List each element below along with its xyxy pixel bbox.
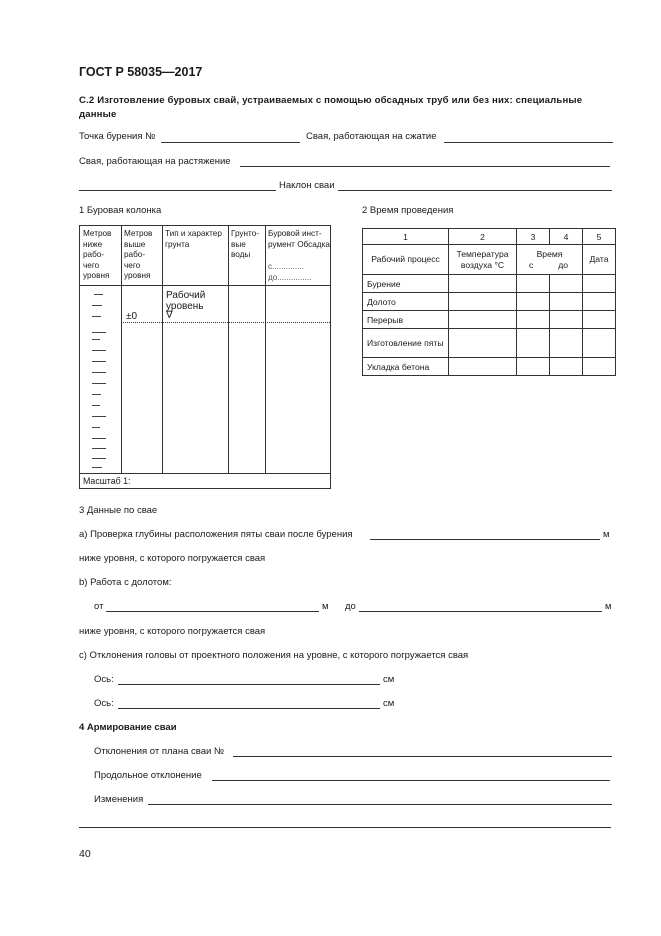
reinforcement-title: 4 Армирование сваи	[79, 722, 177, 733]
scale-tick	[92, 350, 106, 351]
cell[interactable]	[449, 293, 517, 311]
compression-pile-label: Свая, работающая на сжатие	[306, 131, 437, 142]
table-row	[363, 311, 616, 329]
table-row	[363, 293, 616, 311]
scale-tick	[92, 405, 100, 406]
axis-2-unit: см	[383, 698, 395, 709]
scale-tick	[92, 339, 100, 340]
cell[interactable]	[583, 275, 616, 293]
table-row	[363, 329, 616, 358]
item-b-to-field[interactable]	[359, 611, 602, 612]
longitudinal-label: Продольное отклонение	[94, 770, 202, 781]
tension-pile-label: Свая, работающая на растяжение	[79, 156, 231, 167]
scale-tick	[92, 372, 106, 373]
item-b-to-label: до	[345, 601, 356, 612]
header-meters-above: Метров выше рабо-чего уровня	[124, 229, 153, 280]
cell[interactable]	[449, 275, 517, 293]
scale-tick	[92, 416, 106, 417]
item-a-label: а) Проверка глубины расположения пяты сваи после бурения	[79, 529, 353, 540]
item-b-from-unit: м	[322, 601, 329, 612]
item-b-from-field[interactable]	[106, 611, 319, 612]
scale-tick	[92, 383, 106, 384]
section-title: С.2 Изготовление буровых свай, устраиваемых с помощью обсадных труб или без них: специальные данные	[79, 95, 583, 120]
cell[interactable]	[517, 311, 550, 329]
item-a-unit: м	[603, 529, 610, 540]
changes-label: Изменения	[94, 794, 144, 805]
header-temperature: Температура воздуха °С	[449, 245, 517, 275]
cell[interactable]	[583, 311, 616, 329]
item-a-field[interactable]	[370, 539, 600, 540]
axis-1-unit: см	[383, 674, 395, 685]
header-casing-to: до...............	[268, 273, 312, 282]
item-b-from-label: от	[94, 601, 104, 612]
header-process: Рабочий процесс	[363, 245, 449, 275]
compression-pile-field[interactable]	[444, 142, 613, 143]
header-casing-from: с..............	[268, 262, 304, 271]
row-label: Перерыв	[363, 311, 449, 329]
header-groundwater: Грунто-вые воды	[231, 229, 259, 259]
drill-column-title: 1 Буровая колонка	[79, 205, 162, 216]
scale-tick	[92, 427, 100, 428]
scale-label: Масштаб 1:	[83, 476, 131, 486]
standard-header: ГОСТ Р 58035—2017	[79, 65, 203, 79]
col-num-3: 3	[517, 229, 550, 245]
work-level-symbol: ∇	[166, 310, 173, 321]
pile-tilt-label: Наклон сваи	[279, 180, 335, 191]
cell[interactable]	[449, 311, 517, 329]
header-time-to: до	[558, 259, 568, 270]
col-num-5: 5	[583, 229, 616, 245]
longitudinal-field[interactable]	[212, 780, 610, 781]
axis-1-field[interactable]	[118, 684, 380, 685]
zero-mark: ±0	[126, 311, 138, 322]
cell[interactable]	[517, 293, 550, 311]
changes-field[interactable]	[148, 804, 612, 805]
scale-tick	[92, 332, 106, 333]
cell[interactable]	[550, 275, 583, 293]
scale-tick	[92, 438, 106, 439]
item-b-to-unit: м	[605, 601, 612, 612]
header-time-from: с	[529, 259, 534, 270]
row-label: Укладка бетона	[363, 358, 449, 376]
cell[interactable]	[583, 293, 616, 311]
axis-2-field[interactable]	[118, 708, 380, 709]
header-date: Дата	[583, 245, 616, 275]
pile-tilt-field[interactable]	[338, 190, 612, 191]
pile-data-title: 3 Данные по свае	[79, 505, 158, 516]
pile-extra-field[interactable]	[79, 190, 276, 191]
work-level-label: Рабочий уровень	[166, 290, 206, 312]
cell[interactable]	[550, 311, 583, 329]
item-c-label: с) Отклонения головы от проектного положения на уровне, с которого погружается свая	[79, 650, 469, 661]
drilling-point-label: Точка бурения №	[79, 131, 156, 142]
drill-column-table	[79, 225, 331, 489]
cell[interactable]	[517, 358, 550, 376]
header-soil-type: Тип и характер грунта	[165, 229, 222, 249]
page-number: 40	[79, 848, 91, 860]
scale-tick	[92, 458, 106, 459]
time-table-title: 2 Время проведения	[362, 205, 454, 216]
cell[interactable]	[550, 358, 583, 376]
plan-deviation-field[interactable]	[233, 756, 612, 757]
scale-tick	[94, 294, 103, 295]
row-label: Изготовление пяты	[363, 329, 449, 358]
cell[interactable]	[550, 329, 583, 358]
item-a-below-level: ниже уровня, с которого погружается свая	[79, 553, 266, 564]
cell[interactable]	[517, 275, 550, 293]
tension-pile-field[interactable]	[240, 166, 610, 167]
scale-tick	[92, 467, 102, 468]
header-meters-below: Метров ниже рабо-чего уровня	[83, 229, 112, 280]
cell[interactable]	[550, 293, 583, 311]
scale-tick	[92, 394, 101, 395]
cell[interactable]	[449, 358, 517, 376]
col-num-2: 2	[449, 229, 517, 245]
cell[interactable]	[517, 329, 550, 358]
header-drill-tool: Буровой инст-румент Обсадка	[268, 229, 330, 249]
axis-1-label: Ось:	[94, 674, 114, 685]
item-b-below-level: ниже уровня, с которого погружается свая	[79, 626, 266, 637]
table-row	[363, 358, 616, 376]
axis-2-label: Ось:	[94, 698, 114, 709]
scale-tick	[92, 316, 101, 317]
row-label: Бурение	[363, 275, 449, 293]
col-num-1: 1	[363, 229, 449, 245]
header-time	[517, 245, 583, 275]
header-time-label: Время	[536, 248, 563, 259]
table-row	[363, 275, 616, 293]
cell[interactable]	[449, 329, 517, 358]
item-b-label: b) Работа с долотом:	[79, 577, 172, 588]
scale-tick	[92, 448, 106, 449]
cell[interactable]	[583, 358, 616, 376]
scale-tick	[92, 305, 102, 306]
cell[interactable]	[583, 329, 616, 358]
scale-tick	[92, 361, 106, 362]
changes-field-extra[interactable]	[79, 827, 611, 828]
time-table	[362, 228, 616, 376]
drilling-point-field[interactable]	[161, 142, 300, 143]
col-num-4: 4	[550, 229, 583, 245]
plan-deviation-label: Отклонения от плана сваи №	[94, 746, 225, 757]
row-label: Долото	[363, 293, 449, 311]
